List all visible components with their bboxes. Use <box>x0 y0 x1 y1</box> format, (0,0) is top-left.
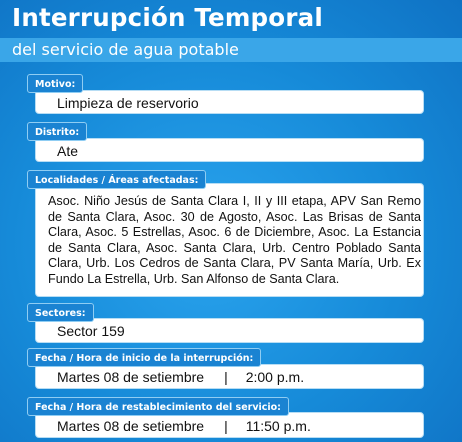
inicio-date: Martes 08 de setiembre <box>57 369 205 385</box>
restablecimiento-date: Martes 08 de setiembre <box>57 418 205 434</box>
motivo-value: Limpieza de reservorio <box>57 95 199 111</box>
page-title: Interrupción Temporal <box>12 3 323 32</box>
sectores-label: Sectores: <box>27 303 94 322</box>
restablecimiento-separator: | <box>224 418 228 434</box>
localidades-value: Asoc. Niño Jesús de Santa Clara I, II y III etapa, APV San Remo de Santa Clara, Asoc. 30 de Agosto, Asoc. Las Brisas de Santa Clara, Asoc. 5 Estrellas, Asoc. 6 de Diciembre, Asoc. La Estancia de Santa Clara, Asoc. Santa Clara, Urb. Centro Poblado Santa Clara, Urb. Los Cedros de Santa Clara, PV Santa María, Urb. Ex Fundo La Estrella, Urb. San Alfonso de Santa Clara. <box>48 194 421 286</box>
inicio-value <box>57 369 304 385</box>
inicio-label: Fecha / Hora de inicio de la interrupción: <box>27 348 261 367</box>
distrito-label: Distrito: <box>27 122 87 141</box>
motivo-label: Motivo: <box>27 74 83 93</box>
sectores-box <box>35 318 424 343</box>
inicio-separator: | <box>224 369 228 385</box>
restablecimiento-label: Fecha / Hora de restablecimiento del servicio: <box>27 397 289 416</box>
sectores-value: Sector 159 <box>57 323 125 339</box>
distrito-box <box>35 138 424 162</box>
page-subtitle: del servicio de agua potable <box>12 40 239 59</box>
restablecimiento-time: 11:50 p.m. <box>245 418 311 434</box>
localidades-box <box>35 183 424 297</box>
distrito-value: Ate <box>57 143 79 159</box>
motivo-box <box>35 90 424 114</box>
restablecimiento-value <box>57 418 311 434</box>
inicio-time: 2:00 p.m. <box>245 369 305 385</box>
localidades-label: Localidades / Áreas afectadas: <box>27 170 206 189</box>
